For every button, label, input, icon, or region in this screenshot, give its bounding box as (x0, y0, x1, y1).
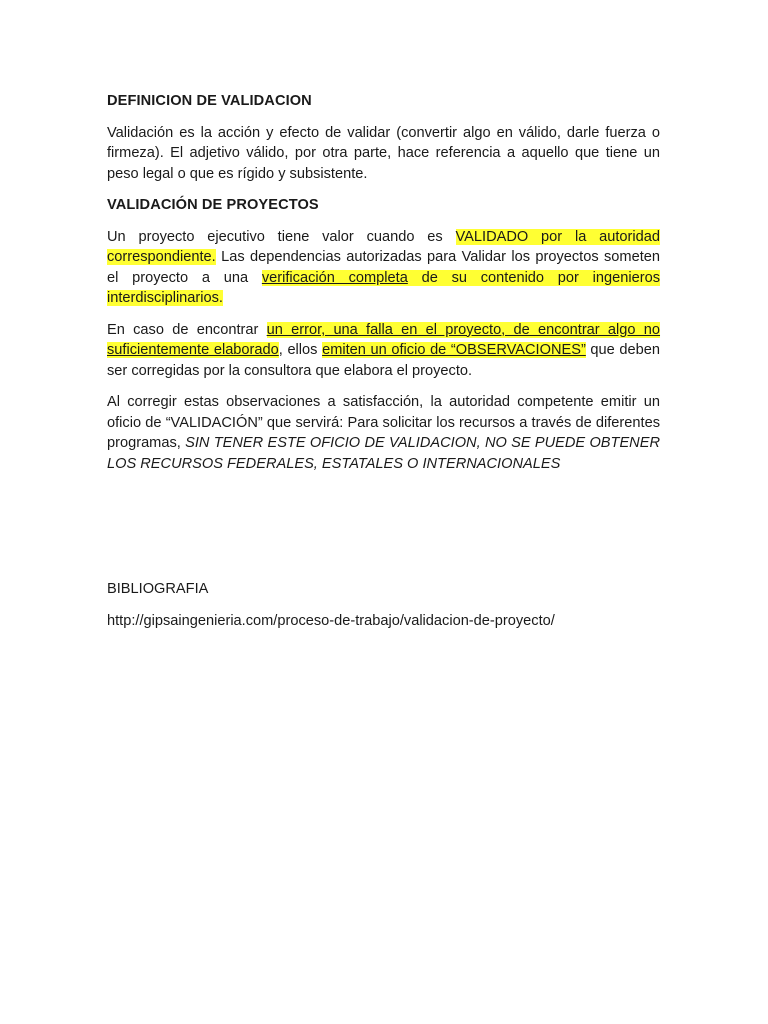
highlighted-text: de su contenido por ingenieros interdisciplinarios. (107, 269, 660, 306)
text-run: Al corregir estas observaciones a satisfacción, la autoridad competente emitir un oficio de “VALIDACIÓN” que servirá: Para solicitar los recursos a través de diferentes programas, (107, 394, 660, 451)
highlighted-underlined-text: un error, una falla en el proyecto, de encontrar algo no suficientemente elaborado (107, 321, 661, 358)
bibliography-url: http://gipsaingenieria.com/proceso-de-trabajo/validacion-de-proyecto/ (107, 612, 555, 629)
paragraph-proyecto-ejecutivo (107, 227, 660, 309)
section-heading-definicion: DEFINICION DE VALIDACION (107, 93, 312, 109)
blank-space (107, 485, 660, 579)
highlighted-underlined-text: verificación completa (261, 269, 408, 286)
text-run: Un proyecto ejecutivo tiene valor cuando es (107, 228, 456, 245)
text-run: Las dependencias autorizadas para Validar los proyectos someten el proyecto a una (107, 249, 660, 286)
paragraph-validacion-oficio (107, 392, 660, 474)
text-run: , ellos (278, 342, 323, 358)
paragraph-definicion: Validación es la acción y efecto de validar (convertir algo en válido, darle fuerza o firmeza). El adjetivo válido, por otra parte, hace referencia a aquello que tiene un peso legal o que es rígido y subsistente. (107, 124, 660, 182)
highlighted-text: VALIDADO por la autoridad correspondiente. (107, 228, 660, 265)
text-run: En caso de encontrar (107, 321, 267, 338)
document-page (107, 91, 660, 631)
bibliography-heading: BIBLIOGRAFIA (107, 581, 209, 597)
text-run: que deben ser corregidas por la consultora que elabora el proyecto. (107, 342, 660, 379)
section-heading-validacion-proyectos: VALIDACIÓN DE PROYECTOS (107, 197, 319, 213)
paragraph-observaciones (107, 320, 660, 382)
highlighted-underlined-text: emiten un oficio de “OBSERVACIONES” (322, 342, 586, 358)
italic-text: SIN TENER ESTE OFICIO DE VALIDACION, NO SE PUEDE OBTENER LOS RECURSOS FEDERALES, ESTATALES O INTERNACIONALES (107, 435, 660, 472)
